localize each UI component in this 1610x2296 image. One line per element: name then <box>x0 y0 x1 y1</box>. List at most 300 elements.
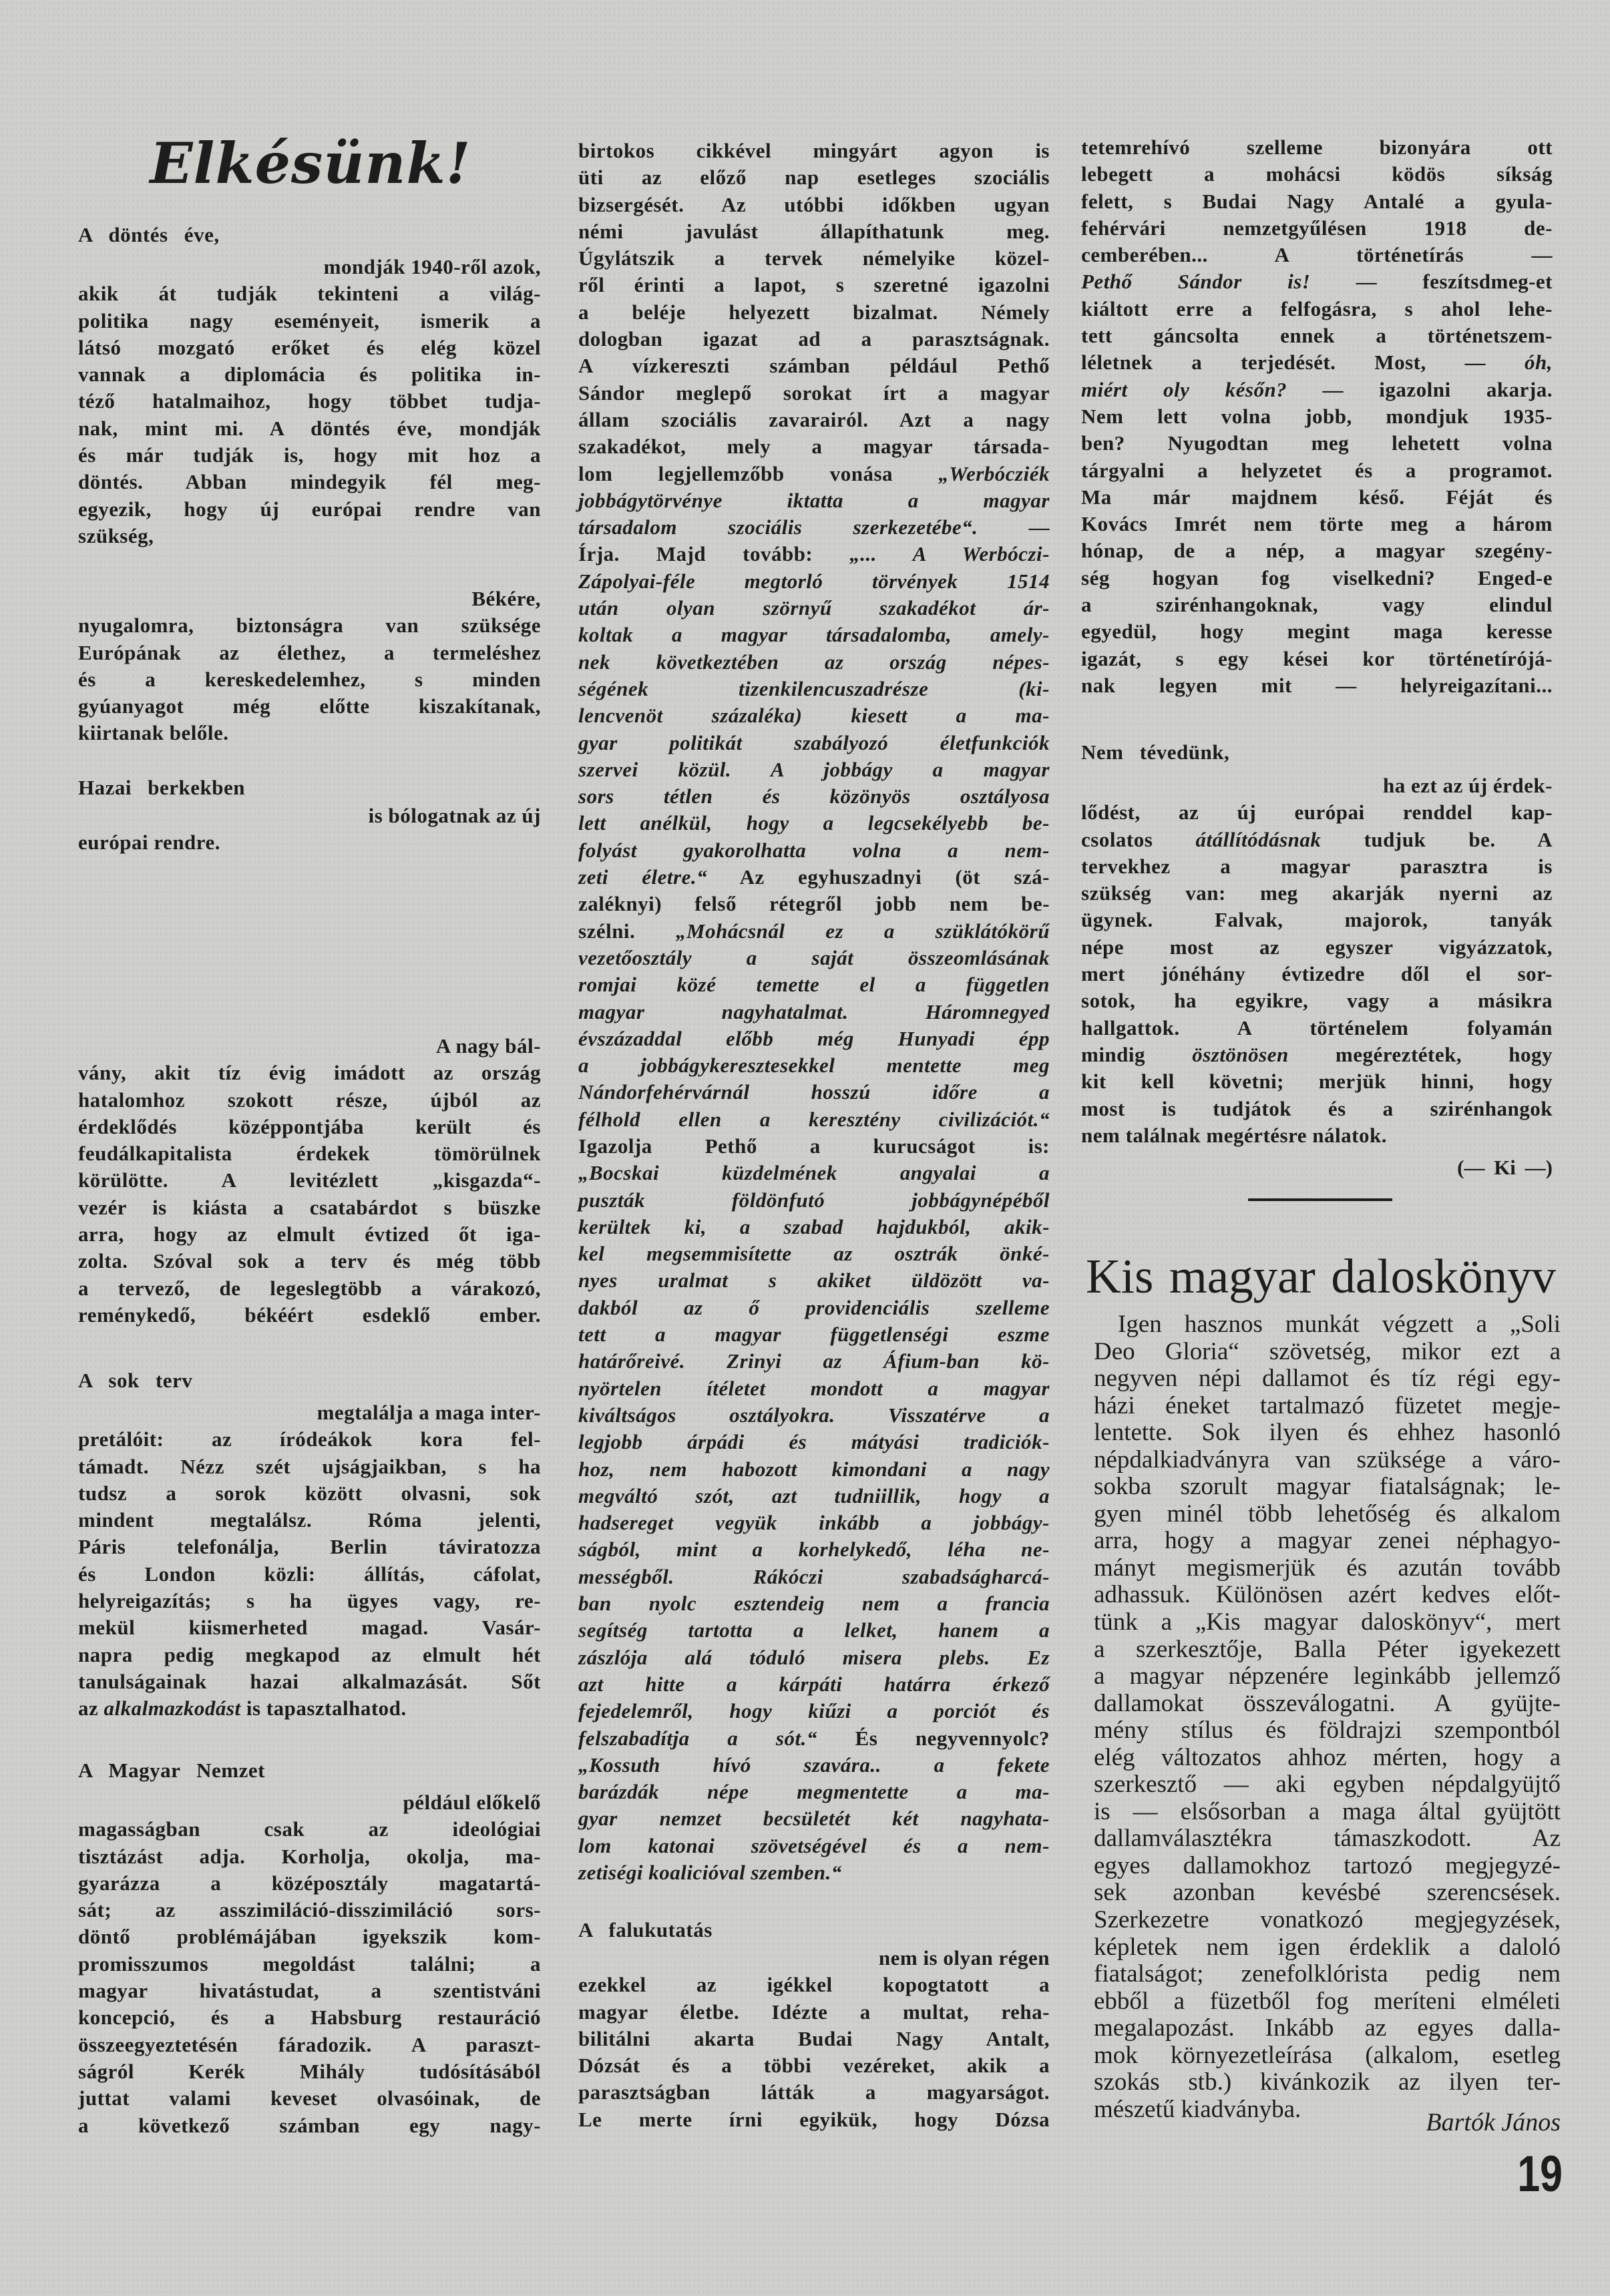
text-line <box>578 676 1050 702</box>
italic-text: zászlója alá tóduló misera plebs. Ez <box>578 1645 1050 1669</box>
text-line <box>578 407 1050 433</box>
text-line <box>1094 1853 1561 1880</box>
text-run: némi javulást állapíthatunk meg. <box>578 219 1050 243</box>
italic-text: alkalmazkodást <box>104 1696 241 1720</box>
text-line <box>1094 1799 1561 1826</box>
text-line <box>578 1644 1050 1671</box>
text-run: szükség, <box>78 523 154 547</box>
text-line <box>78 1816 541 1843</box>
text-line <box>578 1698 1050 1725</box>
italic-text: hoz, nem habozott kimondani a nagy <box>578 1457 1050 1481</box>
text-run: érdeklődés középpontjába került és <box>78 1114 541 1138</box>
text-run: hatalomhoz szokott része, újból az <box>78 1088 541 1112</box>
text-run: házi éneket tartalmazó füzetet megje- <box>1094 1391 1561 1419</box>
paragraph-lines <box>578 138 1050 1886</box>
text-line <box>78 2004 541 2031</box>
italic-text: Pethő Sándor is! <box>1081 270 1311 294</box>
text-run: fehérvári nemzetgyűlésen 1918 de- <box>1081 216 1553 240</box>
text-run: is bólogatnak az új <box>368 804 541 827</box>
text-line <box>1081 161 1553 188</box>
text-line <box>78 469 541 495</box>
text-run: tudjuk be. A <box>1321 827 1553 851</box>
text-line <box>578 945 1050 971</box>
text-line <box>578 1456 1050 1483</box>
text-line <box>1094 2015 1561 2042</box>
text-line <box>1094 1879 1561 1907</box>
text-line <box>1094 1311 1561 1339</box>
text-run: politika nagy eseményeit, ismerik a <box>78 308 541 332</box>
italic-text: legjobb árpádi és mátyási tradiciók- <box>578 1430 1050 1454</box>
text-line <box>78 1561 541 1588</box>
text-run: ben? Nyugodtan meg lehetett volna <box>1081 431 1553 455</box>
text-run: gyarázza a középosztály magatartá- <box>78 1871 541 1895</box>
text-line <box>1081 349 1553 376</box>
text-run: nem találnak megértésre nálatok. <box>1081 1123 1387 1147</box>
text-run: szükség van: meg akarják nyerni az <box>1081 881 1553 905</box>
text-run: — igazolni akarja. <box>1287 377 1553 401</box>
text-line <box>1081 268 1553 295</box>
text-run: felett, s Budai Nagy Antalé a gyula- <box>1081 189 1553 213</box>
text-run: állam szociális zavarairól. Azt a nagy <box>578 407 1050 431</box>
text-run: és a kereskedelemhez, s minden <box>78 667 541 691</box>
text-line <box>78 254 541 280</box>
text-line <box>1081 1042 1553 1068</box>
text-run: sotok, ha egyikre, vagy a másikra <box>1081 989 1553 1013</box>
article-paragraph-torteneti <box>1081 134 1553 699</box>
paragraph-lines <box>1081 772 1553 1149</box>
italic-text: romjai közé temette el a független <box>578 973 1050 997</box>
italic-text: folyást gyakorolhatta volna a nem- <box>578 838 1050 862</box>
text-run: a beléje helyezett bizalmat. Némely <box>578 300 1050 324</box>
text-line <box>578 245 1050 272</box>
text-line <box>78 1248 541 1275</box>
italic-text: lom katonai szövetségével és a nem- <box>578 1833 1050 1857</box>
text-line <box>78 1534 541 1560</box>
italic-text: kerültek ki, a szabad hajdukból, akik- <box>578 1214 1050 1238</box>
text-line <box>1081 827 1553 853</box>
text-run: mekül kiismerheted magad. Vasár- <box>78 1616 541 1640</box>
section-lead-heading: A Magyar Nemzet <box>78 1759 265 1782</box>
text-run: parasztságban látták a magyarságot. <box>578 2080 1050 2104</box>
italic-text: nyes uralmat s akiket üldözött va- <box>578 1269 1050 1293</box>
italic-text: magyar nagyhatalmat. Háromnegyed <box>578 999 1050 1023</box>
text-run: megalapozást. Inkább az egyes dalla- <box>1094 2014 1561 2042</box>
text-line <box>1081 242 1553 268</box>
text-line <box>578 353 1050 379</box>
text-run: Az egyhuszadnyi (öt szá- <box>707 865 1050 889</box>
text-run: Békére, <box>471 587 541 610</box>
text-line <box>78 523 541 549</box>
text-line <box>1094 1934 1561 1962</box>
text-run: szélni. <box>578 919 676 943</box>
text-run: Európának az élethez, a termeléshez <box>78 640 541 664</box>
text-line <box>78 280 541 307</box>
text-run: csolatos <box>1081 827 1196 851</box>
text-line <box>78 1060 541 1086</box>
text-run: gyúanyagot még előtte kiszakítanak, <box>78 694 541 718</box>
text-line <box>78 2112 541 2139</box>
italic-text: mességből. Rákóczi szabadságharcá- <box>578 1564 1050 1588</box>
article-section-nem-tevedunk <box>1081 739 1553 1149</box>
text-line <box>578 1779 1050 1805</box>
text-line <box>578 461 1050 487</box>
text-run: mányt megismerjük és azután tovább <box>1094 1554 1561 1582</box>
text-line <box>78 1453 541 1480</box>
text-run: az <box>78 1696 104 1720</box>
article-section-magyar-nemzet <box>78 1757 541 2139</box>
italic-text: után olyan szörnyű szakadékot ár- <box>578 596 1050 620</box>
italic-text: nek következtében az ország népes- <box>578 650 1050 674</box>
text-line <box>78 586 541 612</box>
text-run: birtokos cikkével mingyárt agyon is <box>578 139 1050 162</box>
article-section-falukutatas <box>578 1917 1050 2133</box>
italic-text: Zápolyai-féle megtorló törvények 1514 <box>578 569 1050 593</box>
text-line <box>578 272 1050 298</box>
text-run: feudálkapitalista érdekek tömörülnek <box>78 1142 541 1166</box>
text-line <box>78 612 541 639</box>
text-line <box>78 1399 541 1426</box>
section-lead-heading: A falukutatás <box>578 1918 713 1941</box>
text-run: negyven népi dallamot és tíz régi egy- <box>1094 1365 1561 1393</box>
italic-text: „Bocskai küzdelmének angyalai a <box>578 1161 1050 1185</box>
text-run: mindig <box>1081 1042 1193 1066</box>
italic-text: a jobbágykeresztesekkel mentette meg <box>578 1054 1050 1078</box>
text-run: És negyvennyolc? <box>817 1726 1050 1750</box>
section-lead-heading: A döntés éve, <box>78 223 220 246</box>
text-line <box>1094 1339 1561 1366</box>
text-line <box>578 1025 1050 1052</box>
text-line <box>1094 1447 1561 1474</box>
text-run: dallamválasztékra támaszkodott. Az <box>1094 1825 1561 1853</box>
text-line <box>78 720 541 746</box>
italic-text: puszták földönfutó jobbágynépéből <box>578 1188 1050 1212</box>
text-run: ség hogyan fog viselkedni? Enged-e <box>1081 565 1553 590</box>
article-signature: (— Ki —) <box>1457 1156 1553 1179</box>
text-run: fiatalságot; zenefolklórista pedig nem <box>1094 1960 1561 1988</box>
text-run: Igen hasznos munkát végzett a „Soli <box>1118 1311 1561 1338</box>
text-run: kiáltott erre a felfogásra, s ahol lehe- <box>1081 296 1553 320</box>
italic-text: „Werbócziék <box>938 461 1050 485</box>
text-run: is tapasztalhatod. <box>240 1696 407 1720</box>
text-line <box>1081 907 1553 933</box>
text-run: szakadékot, mely a magyar társada- <box>578 435 1050 459</box>
paragraph-lines <box>578 1945 1050 2133</box>
text-line <box>78 802 541 829</box>
text-line <box>578 810 1050 837</box>
text-line <box>578 1133 1050 1160</box>
text-line <box>1094 1690 1561 1718</box>
text-line <box>578 1240 1050 1267</box>
text-run: Úgylátszik a tervek némelyike közel- <box>578 246 1050 270</box>
text-run: Írja. Majd tovább: <box>578 542 850 566</box>
text-line <box>78 442 541 469</box>
text-run: magyar életbe. Idézte a multat, reha- <box>578 2000 1050 2024</box>
text-run: kit kell követni; merjük hinni, hogy <box>1081 1070 1553 1094</box>
text-line <box>78 1480 541 1507</box>
text-line <box>78 1923 541 1950</box>
article-section-sok-terv <box>78 1367 541 1723</box>
text-line <box>578 622 1050 648</box>
italic-text: barázdák népe megmentette a ma- <box>578 1780 1050 1804</box>
italic-text: fejedelemről, hogy kiűzi a porciót és <box>578 1699 1050 1723</box>
text-line <box>1081 188 1553 215</box>
text-run: pretálóit: az íródeákok kora fel- <box>78 1427 541 1451</box>
text-line <box>78 1087 541 1114</box>
text-run: a szirénhangoknak, vagy elindul <box>1081 593 1553 617</box>
italic-text: gyar nemzet becsületét két nagyhata- <box>578 1807 1050 1831</box>
text-line <box>578 1510 1050 1536</box>
review-title: Kis magyar daloskönyv <box>1086 1249 1556 1303</box>
italic-text: kel megsemmisítette az osztrák önké- <box>578 1242 1050 1266</box>
text-line <box>1094 1745 1561 1772</box>
italic-text: lencvenöt százaléka) kiesett a ma- <box>578 704 1050 728</box>
text-line <box>78 1275 541 1302</box>
text-run: tünk a „Kis magyar daloskönyv“, mert <box>1094 1608 1561 1636</box>
italic-text: kiváltságos osztályokra. Visszatérve a <box>578 1403 1050 1427</box>
text-line <box>78 1302 541 1329</box>
text-line <box>578 2052 1050 2079</box>
text-line <box>78 1140 541 1167</box>
text-line <box>578 2079 1050 2106</box>
text-run: ügynek. Falvak, majorok, tanyák <box>1081 908 1553 932</box>
text-line <box>78 1426 541 1453</box>
text-line <box>1094 1419 1561 1447</box>
text-run: léletnek a terjedését. Most, — <box>1081 351 1525 375</box>
text-run: Dózsát és a többi vezéreket, akik a <box>578 2054 1050 2078</box>
text-line <box>1094 1907 1561 1934</box>
text-run: zaléknyi) felső rétegről jobb nem be- <box>578 892 1050 916</box>
text-run: vannak a diplomácia és politika in- <box>78 363 541 387</box>
text-line <box>578 1564 1050 1590</box>
text-line <box>1094 1717 1561 1745</box>
text-line <box>78 2032 541 2058</box>
italic-text: nyörtelen ítéletet mondott a magyar <box>578 1376 1050 1400</box>
text-line <box>78 1167 541 1194</box>
paragraph-lines <box>78 254 541 549</box>
text-line <box>78 1951 541 1978</box>
text-run: reménykedő, békéért esdeklő ember. <box>78 1303 541 1327</box>
text-line <box>578 971 1050 998</box>
text-run: vezér is kiásta a csatabárdot s büszke <box>78 1195 541 1219</box>
text-run: európai rendre. <box>78 831 221 855</box>
text-run: Sándor meglepő sorokat írt a magyar <box>578 381 1050 405</box>
text-line <box>1094 1473 1561 1501</box>
italic-text: miért oly későn? <box>1081 377 1287 401</box>
text-line <box>578 1752 1050 1779</box>
text-line <box>78 1221 541 1248</box>
text-line <box>578 541 1050 567</box>
text-line <box>578 1859 1050 1886</box>
text-line <box>1094 1961 1561 1988</box>
italic-text: vezetőosztály a saját összeomlásának <box>578 945 1050 969</box>
text-run: például előkelő <box>403 1791 541 1814</box>
text-line <box>1081 430 1553 457</box>
text-run: tervekhez a magyar parasztra is <box>1081 854 1553 878</box>
text-line <box>578 1052 1050 1079</box>
text-run: sokba szorult magyar fiatalságnak; le- <box>1094 1473 1561 1501</box>
text-line <box>578 326 1050 353</box>
text-line <box>578 1429 1050 1455</box>
paragraph-lines <box>78 586 541 747</box>
text-line <box>578 1483 1050 1510</box>
text-run: ről érinti a lapot, s szeretné igazolni <box>578 273 1050 297</box>
text-line <box>578 1972 1050 1998</box>
text-line <box>1081 961 1553 987</box>
text-run: lom legjellemzőbb vonása <box>578 461 939 485</box>
paragraph-lines <box>78 1789 541 2139</box>
text-line <box>578 218 1050 245</box>
text-line <box>1081 672 1553 699</box>
text-line <box>578 1187 1050 1214</box>
text-line <box>78 1614 541 1641</box>
text-line <box>78 1033 541 1060</box>
text-run: népdalkiadványra van szüksége a váro- <box>1094 1445 1561 1473</box>
text-run: nak, mint mi. A döntés éve, mondják <box>78 416 541 440</box>
text-run: dallamokat összeválogatni. A gyüjte- <box>1094 1689 1561 1717</box>
text-line <box>78 829 541 856</box>
text-run: kiirtanak belőle. <box>78 721 229 745</box>
italic-text: határőreivé. Zrinyi az Áfium-ban kö- <box>578 1349 1050 1373</box>
text-run: — <box>978 515 1050 539</box>
italic-text: ban nyolc esztendeig nem a francia <box>578 1592 1050 1616</box>
text-line <box>1094 1555 1561 1582</box>
italic-text: tett a magyar függetlenségi eszme <box>578 1323 1050 1347</box>
text-line <box>1081 592 1553 618</box>
text-line <box>578 649 1050 676</box>
text-run: gyen minél több lehetőség és alkalom <box>1094 1500 1561 1528</box>
text-run: zolta. Szóval sok a terv és még több <box>78 1249 541 1273</box>
text-line <box>1081 511 1553 537</box>
text-line <box>1094 1988 1561 2016</box>
text-line <box>1081 934 1553 961</box>
text-line <box>1094 1663 1561 1690</box>
text-run: helyreigazítás; s ha ügyes vagy, re- <box>78 1589 541 1613</box>
italic-text: „Kossuth hívó szavára.. a fekete <box>578 1753 1050 1777</box>
text-run: mindent megtalálsz. Róma jelenti, <box>78 1508 541 1532</box>
text-line <box>578 1725 1050 1752</box>
text-line <box>1094 1825 1561 1853</box>
text-line <box>1094 1609 1561 1636</box>
text-line <box>1081 537 1553 564</box>
section-divider <box>1248 1198 1392 1201</box>
text-run: támadt. Nézz szét ujságjaikban, s ha <box>78 1454 541 1478</box>
text-run: nem is olyan régen <box>878 1946 1050 1970</box>
text-run: akik át tudják tekinteni a világ- <box>78 282 541 306</box>
text-run: tett gáncsolta ennek a történetszem- <box>1081 324 1553 348</box>
text-run: látsó mozgató erőket és elég közel <box>78 335 541 359</box>
text-line <box>578 1402 1050 1429</box>
text-line <box>78 1642 541 1668</box>
text-line <box>1081 772 1553 799</box>
italic-text: átállítódásnak <box>1195 827 1322 851</box>
text-line <box>78 361 541 388</box>
text-line <box>578 837 1050 864</box>
text-run: vány, akit tíz évig imádott az ország <box>78 1061 541 1085</box>
text-run: szokás stb.) kivánkozik az ilyen ter- <box>1094 2068 1561 2096</box>
text-line <box>78 640 541 666</box>
text-run: A nagy bál- <box>435 1034 541 1058</box>
text-run: egyedül, hogy megint maga keresse <box>1081 620 1553 644</box>
text-run: képletek nem igen érdeklik a daloló <box>1094 1933 1561 1961</box>
text-line <box>578 918 1050 945</box>
section-lead-heading: A sok terv <box>78 1369 193 1392</box>
italic-text: „Mohácsnál ez a szüklátókörű <box>676 919 1050 943</box>
italic-text: ságból, mint a korhelykedő, léha ne- <box>578 1538 1050 1562</box>
text-line <box>1081 987 1553 1014</box>
text-run: hónap, de a nép, a magyar szegény- <box>1081 539 1553 563</box>
italic-text: Nándorfehérvárnál hosszú időre a <box>578 1080 1050 1104</box>
text-line <box>1094 2042 1561 2070</box>
text-line <box>1081 1096 1553 1122</box>
italic-text: „... A Werbóczi- <box>849 542 1050 566</box>
text-run: elég változatos ahhoz mérten, hogy a <box>1094 1743 1561 1771</box>
text-run: körülötte. A levitézlett „kisgazda“- <box>78 1168 541 1192</box>
article-section-dontes-eve <box>78 222 541 549</box>
text-line <box>1081 565 1553 592</box>
text-run: Deo Gloria“ szövetség, mikor ezt a <box>1094 1337 1561 1365</box>
text-line <box>578 2026 1050 2052</box>
text-line <box>1081 215 1553 242</box>
text-run: megtalálja a maga inter- <box>317 1401 541 1424</box>
text-run: is — elsősorban a maga által gyüjtött <box>1094 1797 1561 1825</box>
text-run: és London közli: állítás, cáfolat, <box>78 1562 541 1586</box>
text-line <box>578 1267 1050 1294</box>
text-run: döntés. Abban mindegyik fél meg- <box>78 470 541 494</box>
italic-text: lett anélkül, hogy a legcsekélyebb be- <box>578 811 1050 835</box>
italic-text: ségének tizenkilencuszadrésze (ki- <box>578 676 1050 700</box>
text-line <box>78 1978 541 2004</box>
text-run: Kovács Imrét nem törte meg a három <box>1081 512 1553 536</box>
paragraph-lines <box>78 1033 541 1329</box>
text-line <box>578 1214 1050 1240</box>
article-paragraph-bekere <box>78 586 541 747</box>
text-line <box>1081 322 1553 349</box>
text-line <box>78 1897 541 1923</box>
text-run: ezekkel az igékkel kopogtatott a <box>578 1973 1050 1997</box>
italic-text: sors tétlen és közönyös osztályosa <box>578 784 1050 809</box>
text-run: üti az előző nap esetleges szociális <box>578 166 1050 190</box>
text-run: arra, hogy az elmult évtized őt iga- <box>78 1222 541 1246</box>
text-line <box>578 1999 1050 2026</box>
text-run: tetemrehívó szelleme bizonyára ott <box>1081 136 1553 159</box>
text-run: téző hatalmaihoz, hogy többet tudja- <box>78 389 541 413</box>
text-line <box>1081 484 1553 511</box>
text-line <box>578 1295 1050 1321</box>
text-line <box>1081 296 1553 322</box>
text-line <box>78 334 541 361</box>
italic-text: zeti életre.“ <box>578 865 708 889</box>
text-line <box>578 299 1050 326</box>
text-run: tárgyalni a helyzetet és a programot. <box>1081 458 1553 482</box>
text-line <box>578 891 1050 917</box>
text-line <box>578 514 1050 541</box>
review-body <box>1094 1311 1561 2123</box>
text-run: koncepció, és a Habsburg restauráció <box>78 2006 541 2030</box>
text-run: ha ezt az új érdek- <box>1383 774 1553 797</box>
text-run: arra, hogy a magyar zenei néphagyo- <box>1094 1527 1561 1555</box>
text-run: lebegett a mohácsi ködös síkság <box>1081 162 1553 186</box>
text-line <box>1094 2069 1561 2096</box>
italic-text: koltak a magyar társadalomba, amely- <box>578 623 1050 647</box>
text-line <box>578 1079 1050 1106</box>
text-run: Igazolja Pethő a kurucságot is: <box>578 1134 1050 1158</box>
text-run: A vízkereszti számban például Pethő <box>578 354 1050 378</box>
text-line <box>578 192 1050 218</box>
text-line <box>578 730 1050 756</box>
text-run: egyezik, hogy új európai rendre van <box>78 497 541 521</box>
text-line <box>1081 1015 1553 1042</box>
text-run: juttat valami keveset olvasóinak, de <box>78 2086 541 2110</box>
